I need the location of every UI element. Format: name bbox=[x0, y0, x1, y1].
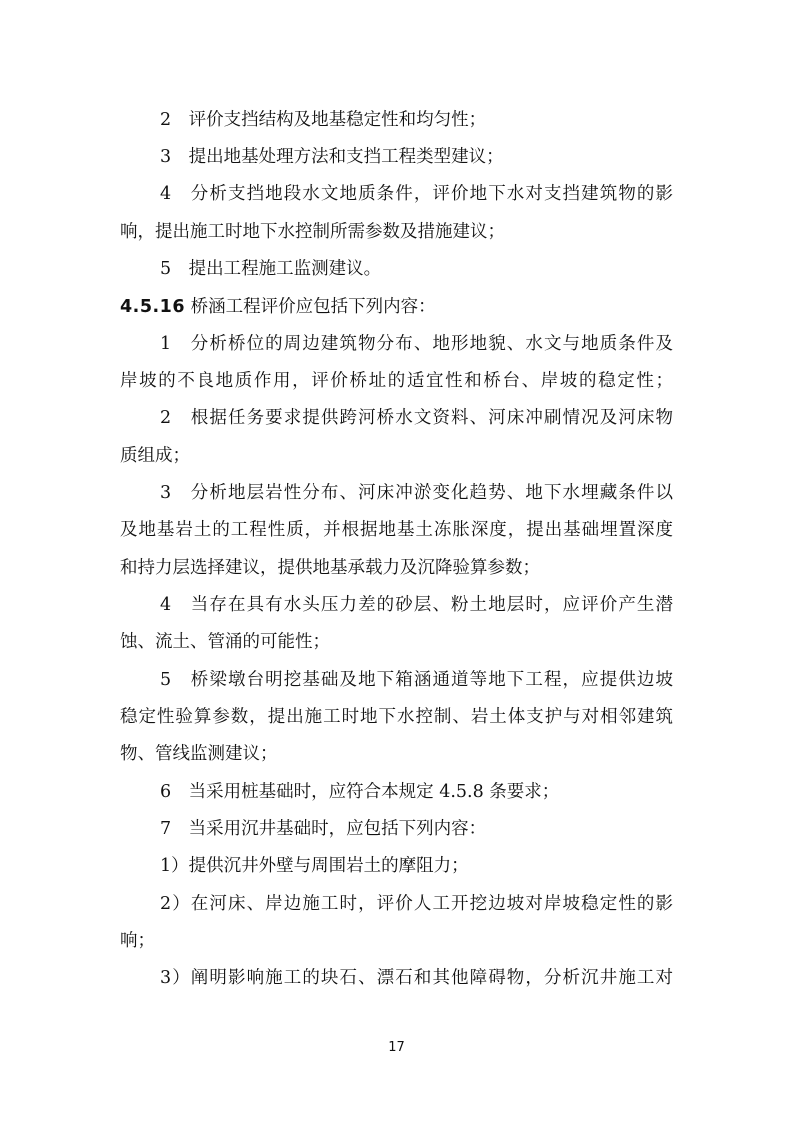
text-line: 1 分析桥位的周边建筑物分布、地形地貌、水文与地质条件及 bbox=[160, 334, 673, 354]
text-line: 响； bbox=[120, 931, 155, 951]
text-line: 稳定性验算参数，提出施工时地下水控制、岩土体支护与对相邻建筑 bbox=[120, 707, 673, 727]
page-number: 17 bbox=[388, 1040, 405, 1055]
text-line: 1）提供沉井外壁与周围岩土的摩阻力； bbox=[160, 856, 469, 876]
text-line: 3 分析地层岩性分布、河床冲淤变化趋势、地下水埋藏条件以 bbox=[160, 483, 673, 503]
section-title: 桥涵工程评价应包括下列内容： bbox=[190, 297, 436, 317]
text-line: 7 当采用沉井基础时，应包括下列内容： bbox=[160, 819, 487, 839]
text-line: 5 桥梁墩台明挖基础及地下箱涵通道等地下工程，应提供边坡 bbox=[160, 670, 673, 690]
section-heading bbox=[120, 295, 436, 319]
text-line: 和持力层选择建议，提供地基承载力及沉降验算参数； bbox=[120, 558, 540, 578]
text-line: 2 根据任务要求提供跨河桥水文资料、河床冲刷情况及河床物 bbox=[160, 408, 673, 428]
text-line: 5 提出工程施工监测建议。 bbox=[160, 259, 382, 279]
text-line: 响，提出施工时地下水控制所需参数及措施建议； bbox=[120, 222, 505, 242]
text-line: 岸坡的不良地质作用，评价桥址的适宜性和桥台、岸坡的稳定性； bbox=[120, 371, 673, 391]
text-line: 3）阐明影响施工的块石、漂石和其他障碍物，分析沉井施工对 bbox=[160, 968, 673, 988]
text-line: 4 当存在具有水头压力差的砂层、粉土地层时，应评价产生潜 bbox=[160, 595, 673, 615]
text-line: 3 提出地基处理方法和支挡工程类型建议； bbox=[160, 147, 504, 167]
text-line: 2）在河床、岸边施工时，评价人工开挖边坡对岸坡稳定性的影 bbox=[160, 894, 673, 914]
text-line: 物、管线监测建议； bbox=[120, 744, 278, 764]
text-line: 2 评价支挡结构及地基稳定性和均匀性； bbox=[160, 110, 487, 130]
text-line: 蚀、流土、管涌的可能性； bbox=[120, 632, 330, 652]
section-number: 4.5.16 bbox=[120, 297, 186, 317]
text-line: 及地基岩土的工程性质，并根据地基土冻胀深度，提出基础埋置深度 bbox=[120, 520, 673, 540]
text-line: 6 当采用桩基础时，应符合本规定 4.5.8 条要求； bbox=[160, 782, 560, 802]
text-line: 4 分析支挡地段水文地质条件，评价地下水对支挡建筑物的影 bbox=[160, 184, 673, 204]
text-line: 质组成； bbox=[120, 446, 190, 466]
